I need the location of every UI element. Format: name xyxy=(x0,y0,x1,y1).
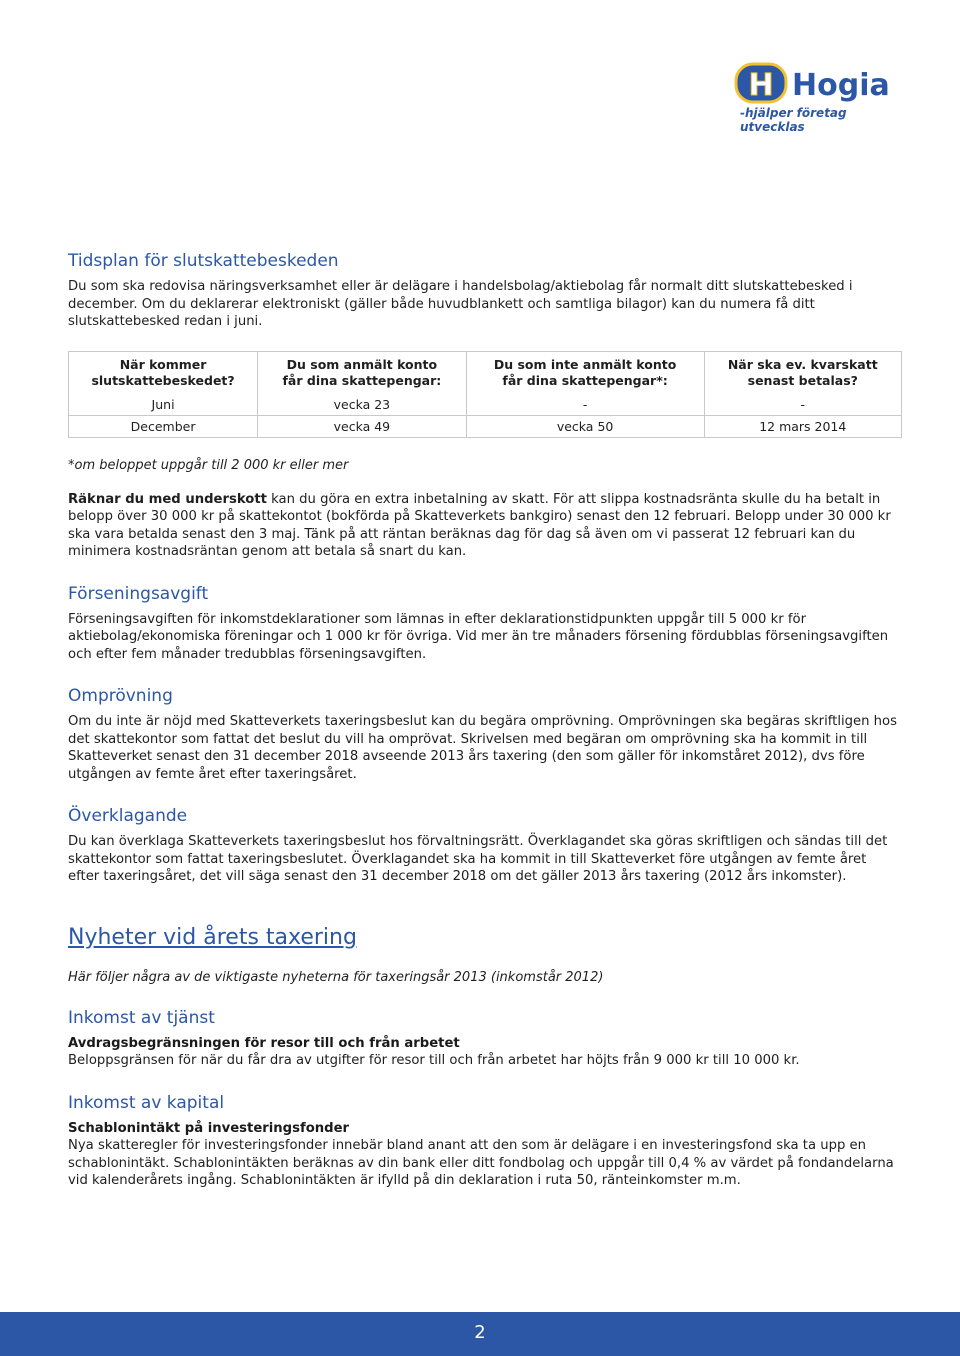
section-title-omprovning: Omprövning xyxy=(68,686,173,706)
header-line: Du som inte anmält konto xyxy=(493,356,677,372)
table-row xyxy=(69,394,902,416)
table-row xyxy=(69,415,902,437)
section-body-overklagande: Du kan överklaga Skatteverkets taxeringsbeslut hos förvaltningsrätt. Överklagandet ska göras skriftligen och sändas till det skattekontor som fattat taxeringsbeslutet. Överklagandet ska ha kommit in till Skatteverket före utgången av femte året efter taxeringsåret, det vill säga senast den 31 december 2018 om det gäller 2013 års taxering (2012 års inkomster). xyxy=(68,834,888,884)
table-cell: - xyxy=(466,394,704,416)
header-line: senast betalas? xyxy=(747,372,858,388)
table-cell: - xyxy=(704,394,901,416)
nyheter-intro: Här följer några av de viktigaste nyheterna för taxeringsår 2013 (inkomstår 2012) xyxy=(68,969,604,985)
table-header-cell xyxy=(704,351,901,394)
section-title-nyheter: Nyheter vid årets taxering xyxy=(68,924,357,950)
table-cell: vecka 49 xyxy=(258,415,467,437)
kapital-subtitle: Schablonintäkt på investeringsfonder xyxy=(68,1120,350,1136)
section-title-forsening: Förseningsavgift xyxy=(68,583,209,604)
header-line: får dina skattepengar: xyxy=(282,372,442,388)
table-cell: vecka 23 xyxy=(258,394,467,416)
tjanst-subtitle: Avdragsbegränsningen för resor till och från arbetet xyxy=(68,1035,460,1051)
schedule-table xyxy=(68,351,902,438)
section-title-tjanst: Inkomst av tjänst xyxy=(68,1007,215,1028)
header-line: När ska ev. kvarskatt xyxy=(727,356,878,372)
section-title-tidsplan: Tidsplan för slutskattebeskeden xyxy=(68,251,339,271)
table-header-cell xyxy=(258,351,467,394)
raknar-text: kan du göra en extra inbetalning av skatt. För att slippa kostnadsränta skulle du ha betalt in belopp över 30 000 kr på skattekontot (bokförda på Skatteverkets bankgiro) senast den 12 februari. Belopp under 30 000 kr ska vara betalda senast den 3 maj. Tänk på att räntan beräknas dag för dag så även om vi passerat 12 februari kan du minimera kostnadsräntan genom att betala så snart du kan. xyxy=(68,491,891,559)
logo-letter: H xyxy=(748,68,774,103)
logo-tagline: -hjälper företag utvecklas xyxy=(740,106,847,134)
raknar-lead: Räknar du med underskott xyxy=(68,491,267,507)
table-header-cell xyxy=(466,351,704,394)
section-body-omprovning: Om du inte är nöjd med Skatteverkets taxeringsbeslut kan du begära omprövning. Omprövningen ska begäras skriftligen hos det skattekontor som fattat det beslut du vill ha omprövat. Skrivelsen med begäran om omprövning ska ha kommit in till Skatteverket senast den 31 december 2018 avseende 2013 års taxering (den som gäller för inkomståret 2012), dvs före utgången av femte året efter taxeringsåret. xyxy=(68,714,897,782)
header-line: Du som anmält konto xyxy=(286,356,438,372)
section-body-forsening: Förseningsavgiften för inkomstdeklarationer som lämnas in efter deklarationstidpunkten uppgår till 5 000 kr för aktiebolag/ekonomiska föreningar och 1 000 kr för övriga. Vid mer än tre månaders försening fördubblas förseningsavgiften och efter fem månader tredubblas förseningsavgiften. xyxy=(68,611,889,662)
header-line: slutskattebeskedet? xyxy=(91,372,235,388)
table-cell: vecka 50 xyxy=(466,415,704,437)
section-title-overklagande: Överklagande xyxy=(68,806,188,826)
table-header-row xyxy=(69,351,902,394)
section-title-kapital: Inkomst av kapital xyxy=(68,1092,225,1113)
section-body-raknar xyxy=(68,491,898,561)
table-header-cell xyxy=(69,351,258,394)
table-cell: 12 mars 2014 xyxy=(704,415,901,437)
page-content xyxy=(68,250,898,1190)
logo-wordmark: Hogia xyxy=(792,68,890,103)
section-body-tjanst: Beloppsgränsen för när du får dra av utgifter för resor till och från arbetet har höjts från 9 000 kr till 10 000 kr. xyxy=(68,1053,800,1068)
table-cell: December xyxy=(69,415,258,437)
header-line: När kommer xyxy=(119,356,207,372)
table-cell: Juni xyxy=(69,394,258,416)
table-footnote: *om beloppet uppgår till 2 000 kr eller mer xyxy=(68,457,349,473)
header-line: får dina skattepengar*: xyxy=(502,372,668,388)
section-body-tidsplan: Du som ska redovisa näringsverksamhet eller är delägare i handelsbolag/aktiebolag får normalt ditt slutskattebesked i december. Om du deklarerar elektroniskt (gäller både huvudblankett och samtliga bilagor) kan du numera få ditt slutskattebesked redan i juni. xyxy=(68,279,853,329)
section-body-kapital: Nya skatteregler för investeringsfonder innebär bland anant att den som är delägare i en investeringsfond ska ta upp en schablonintäkt. Schablonintäkten beräknas av din bank eller ditt fondbolag och uppgår till 0,4 % av värdet på fondandelarna vid kalenderårets ingång. Schablonintäkten är ifylld på din deklaration i ruta 50, ränteinkomster m.m. xyxy=(68,1138,894,1188)
page-number: 2 xyxy=(474,1322,486,1343)
hogia-logo-mark xyxy=(734,62,904,108)
